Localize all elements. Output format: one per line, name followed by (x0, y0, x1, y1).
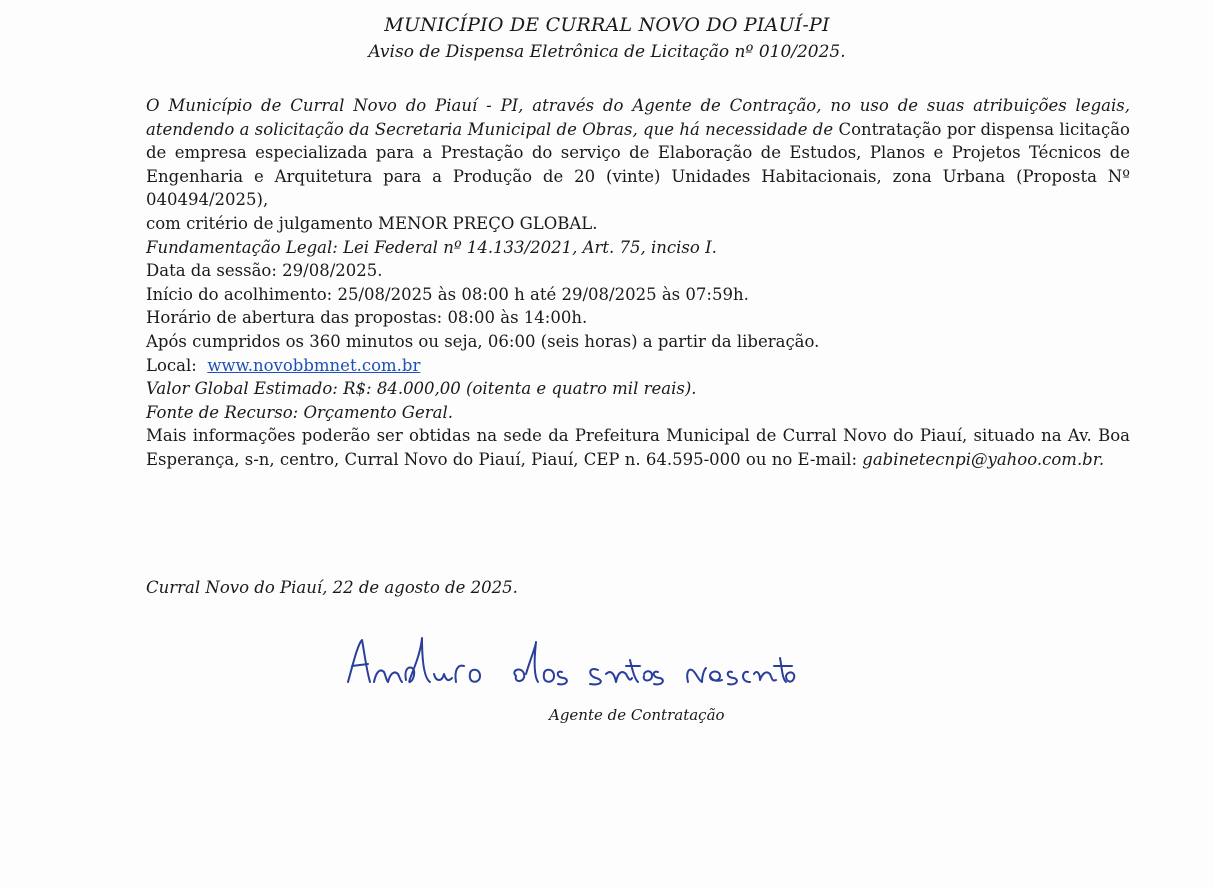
reception-start: Início do acolhimento: 25/08/2025 às 08:00 h até 29/08/2025 às 07:59h. (146, 284, 749, 304)
legal-basis: Fundamentação Legal: Lei Federal nº 14.133/2021, Art. 75, inciso I. (146, 237, 717, 257)
funding-source: Fonte de Recurso: Orçamento Geral. (146, 402, 453, 422)
more-info-text: Mais informações poderão ser obtidas na sede da Prefeitura Municipal de Curral Novo do Piauí, situado na Av. Boa Esperança, s-n, centro, Curral Novo do Piauí, Piauí, CEP n. 64.595-000 ou no E-mail: (146, 426, 1130, 469)
main-paragraph-italic: O Município de Curral Novo do Piauí - PI, através do Agente de Contração, no uso de suas atribuições legais, atendendo a solicitação da Secretaria Municipal de Obras, que há necessidade de (146, 96, 1130, 139)
location-link[interactable]: www.novobbmnet.com.br (207, 355, 421, 375)
main-paragraph-rest: Contratação por dispensa licitação de empresa especializada para a Prestação do serviço de Elaboração de Estudos, Planos e Projetos Técnicos de Engenharia e Arquitetura para a Produção de 20 (vinte) Unidades Habitacionais, zona Urbana (Proposta Nº 040494/2025), (146, 119, 1130, 210)
document-title: MUNICÍPIO DE CURRAL NOVO DO PIAUÍ-PI (384, 14, 830, 36)
estimated-value: Valor Global Estimado: R$: 84.000,00 (oitenta e quatro mil reais). (146, 379, 697, 399)
contact-email: gabinetecnpi@yahoo.com.br. (862, 449, 1105, 469)
main-paragraph (146, 94, 1130, 212)
document-subtitle: Aviso de Dispensa Eletrônica de Licitação nº 010/2025. (368, 42, 846, 62)
opening-hours: Horário de abertura das propostas: 08:00 às 14:00h. (146, 308, 588, 328)
more-info (146, 424, 1130, 471)
location-label: Local: (146, 355, 197, 375)
signature-image (340, 630, 800, 700)
main-paragraph-last-line: com critério de julgamento MENOR PREÇO GLOBAL. (146, 213, 598, 233)
place-date: Curral Novo do Piauí, 22 de agosto de 2025. (146, 578, 518, 597)
document-body (146, 94, 1130, 472)
session-date: Data da sessão: 29/08/2025. (146, 261, 383, 281)
after-minutes: Após cumpridos os 360 minutos ou seja, 06:00 (seis horas) a partir da liberação. (146, 331, 820, 351)
signer-role: Agente de Contratação (549, 706, 725, 724)
location-line (146, 354, 1130, 378)
